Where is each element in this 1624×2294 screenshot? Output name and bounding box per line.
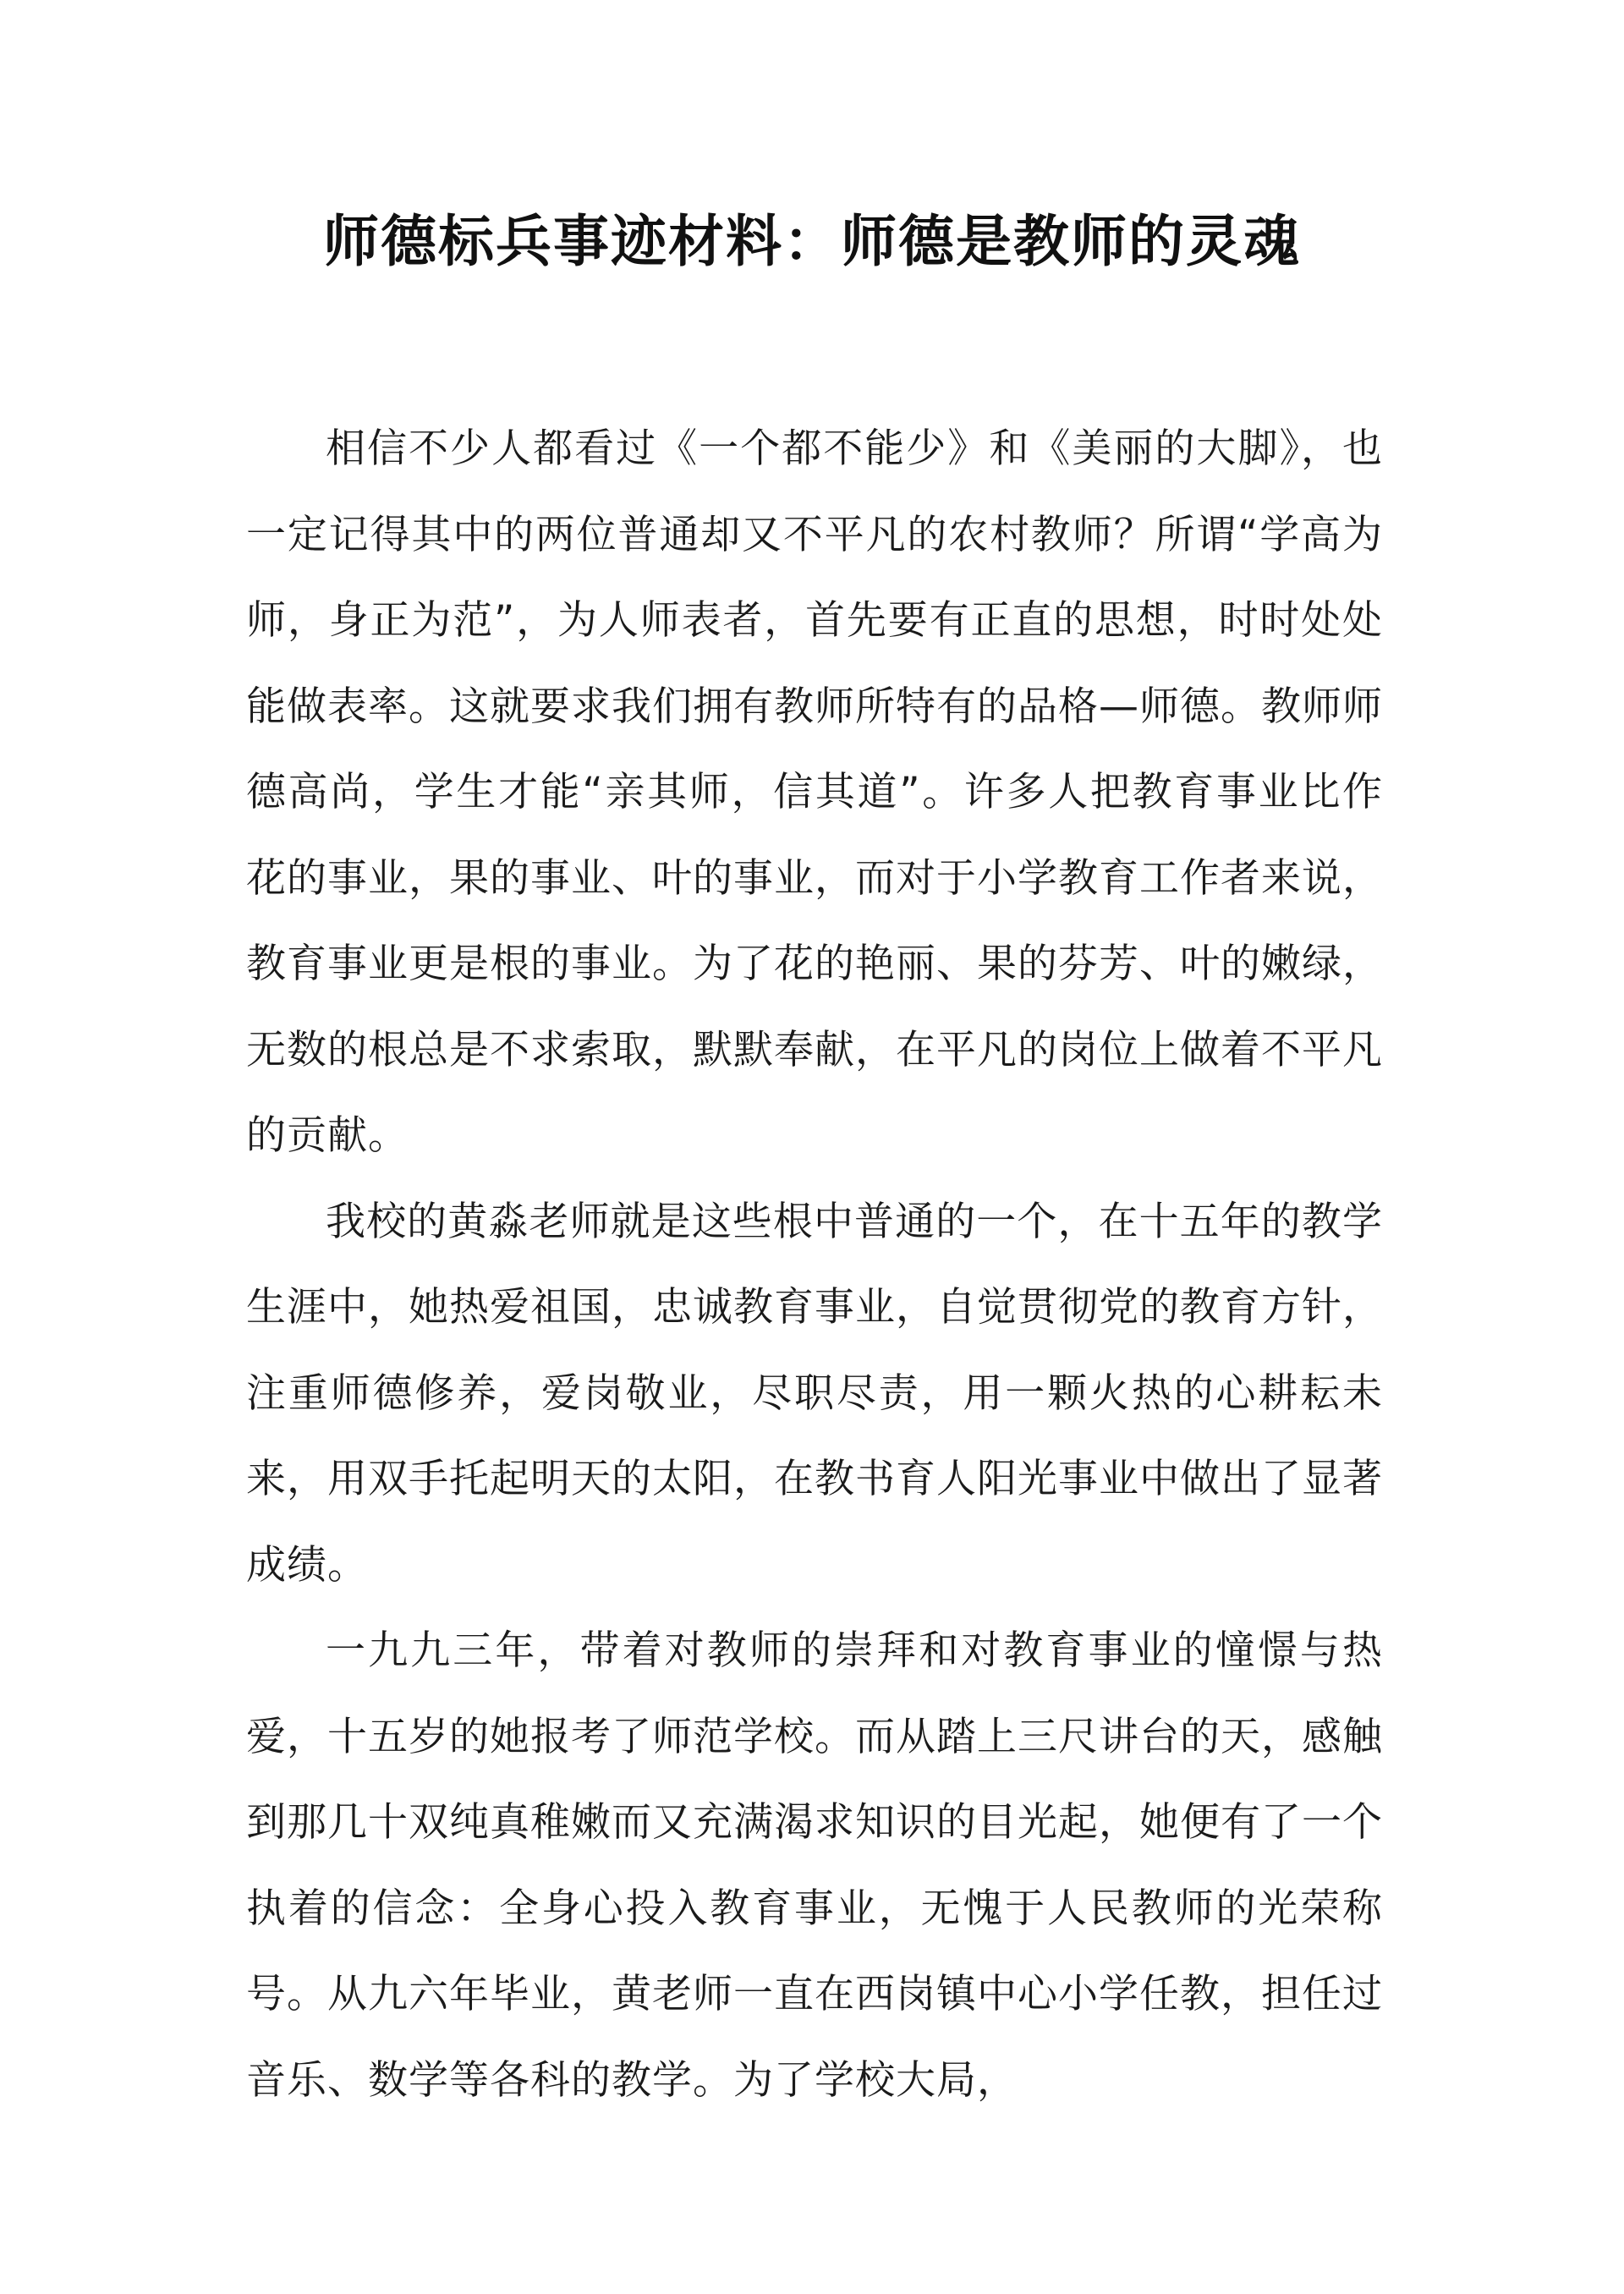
paragraph-2: 我校的黄淼老师就是这些根中普通的一个，在十五年的教学生涯中，她热爱祖国，忠诚教育事业，自觉贯彻党的教育方针，注重师德修养，爱岗敬业，尽职尽责，用一颗火热的心耕耘未来，用双手托起明天的太阳，在教书育人阳光事业中做出了显著成绩。: [246, 1198, 1383, 1589]
paragraph-3: 一九九三年，带着对教师的崇拜和对教育事业的憧憬与热爱，十五岁的她报考了师范学校。而从踏上三尺讲台的天，感触到那几十双纯真稚嫩而又充满渴求知识的目光起，她便有了一个执着的信念：全身心投入教育事业，无愧于人民教师的光荣称号。从九六年毕业，黄老师一直在西岗镇中心小学任教，担任过音乐、数学等各科的教学。为了学校大局，: [246, 1627, 1383, 2104]
document-title: 师德标兵事迹材料：师德是教师的灵魂: [323, 209, 1301, 274]
paragraph-1: 相信不少人都看过《一个都不能少》和《美丽的大脚》，也一定记得其中的两位普通却又不平凡的农村教师？所谓“学高为师，身正为范”，为人师表者，首先要有正直的思想，时时处处能做表率。这就要求我们拥有教师所特有的品格—师德。教师师德高尚，学生才能“亲其师，信其道”。许多人把教育事业比作花的事业，果的事业、叶的事业，而对于小学教育工作者来说，教育事业更是根的事业。为了花的艳丽、果的芬芳、叶的嫩绿，无数的根总是不求索取，默默奉献，在平凡的岗位上做着不平凡的贡献。: [246, 425, 1383, 1159]
document-body: [246, 406, 1383, 2123]
